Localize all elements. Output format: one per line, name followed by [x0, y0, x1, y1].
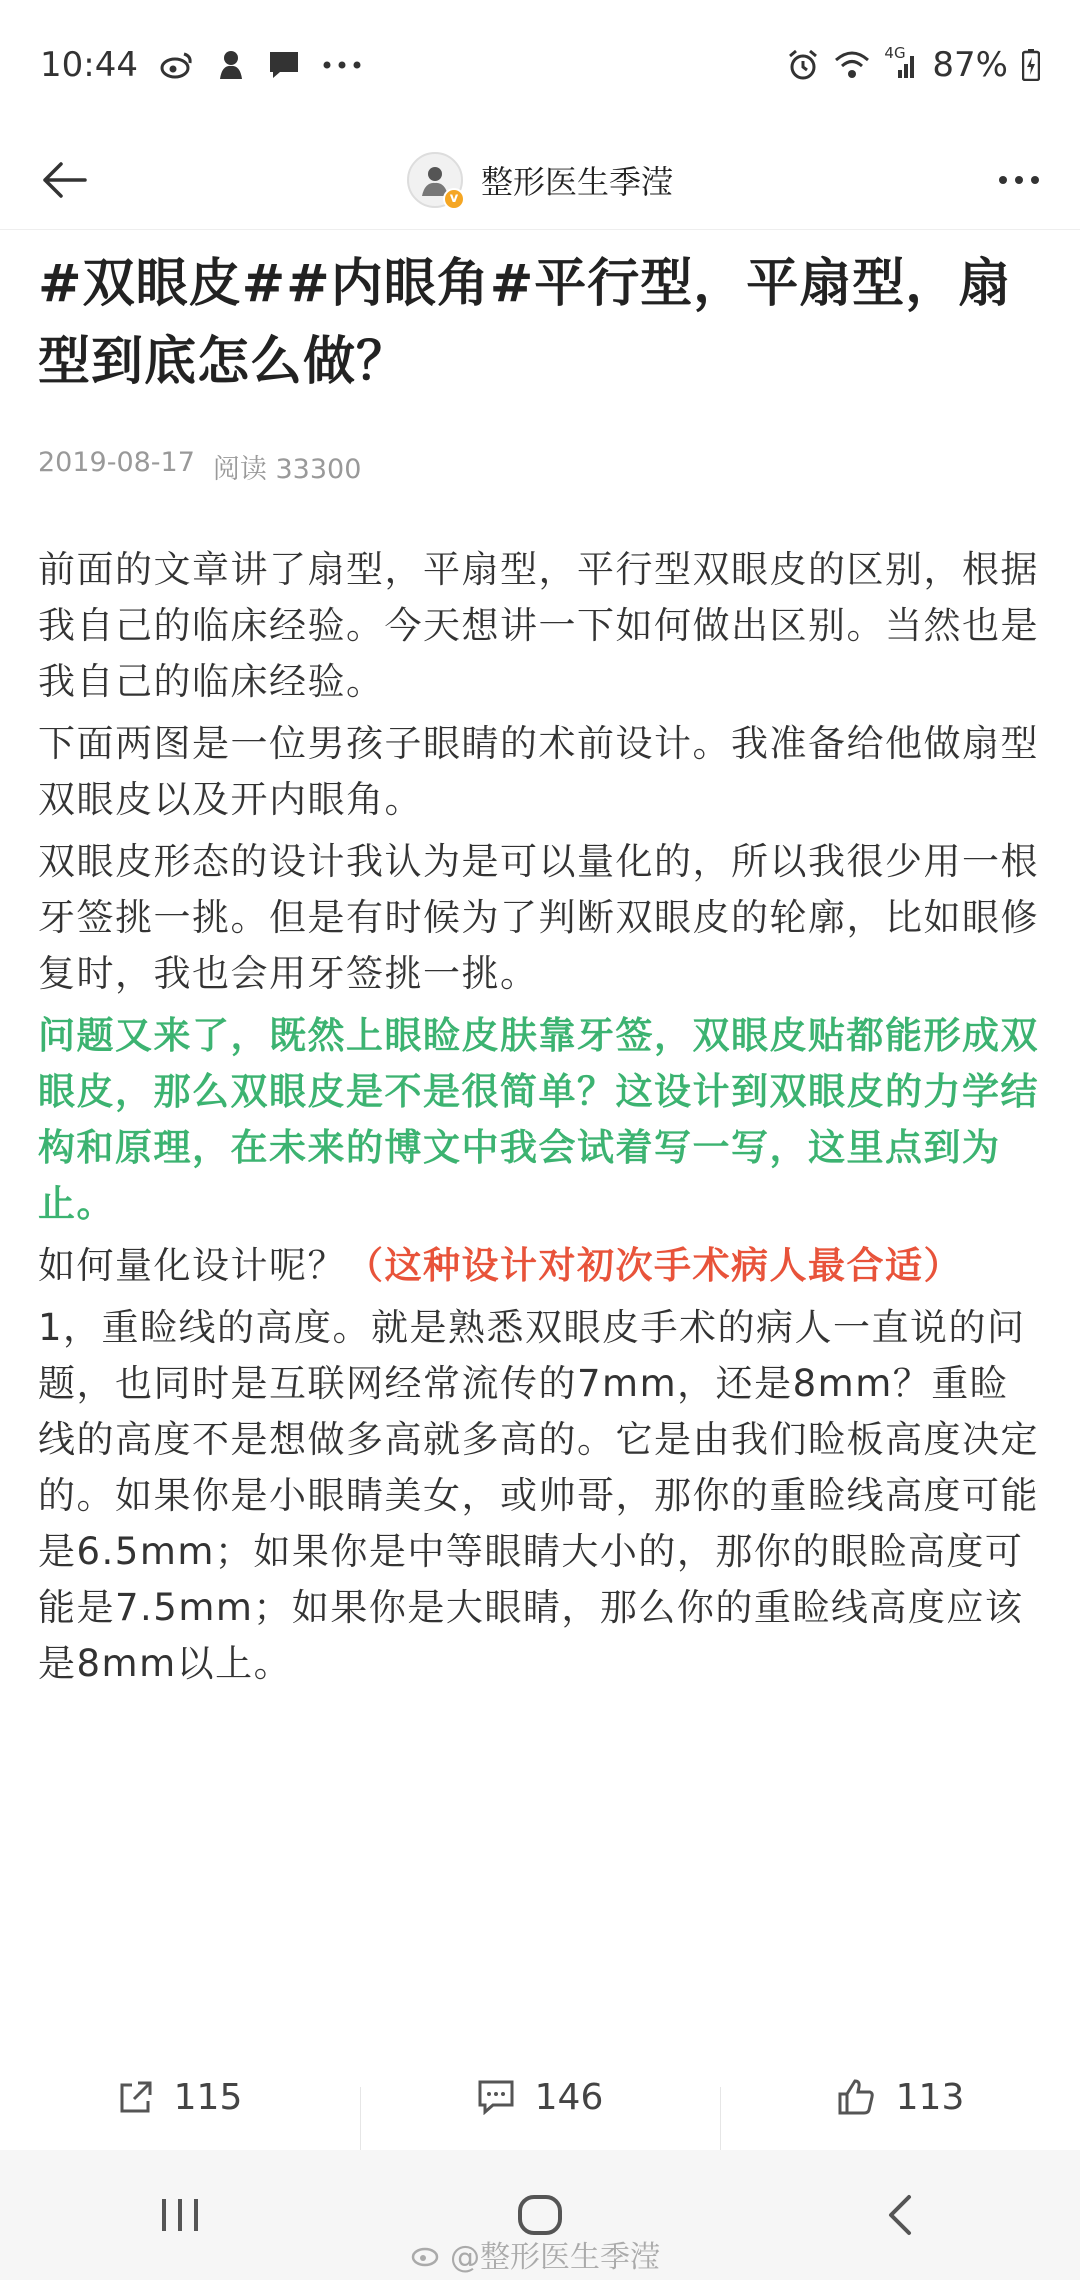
nav-bar — [0, 130, 1080, 230]
battery-charging-icon — [1022, 49, 1040, 81]
share-count: 115 — [173, 2076, 243, 2118]
more-notifications-icon — [322, 60, 362, 70]
comment-icon — [477, 2079, 515, 2115]
alarm-icon — [786, 48, 820, 82]
weibo-icon — [160, 50, 194, 80]
author-name[interactable]: 整形医生季滢 — [480, 162, 673, 201]
comment-count: 146 — [534, 2076, 604, 2118]
publish-date: 2019-08-17 — [38, 447, 195, 478]
share-icon — [118, 2079, 154, 2115]
thumbs-up-icon — [836, 2078, 876, 2116]
read-count: 阅读 33300 — [212, 454, 362, 485]
back-button[interactable] — [24, 140, 104, 220]
article-body — [38, 542, 1042, 1692]
article-title: #双眼皮##内眼角#平行型，平扇型，扇型到底怎么做？ — [38, 254, 1012, 392]
action-bar — [0, 2052, 1080, 2142]
avatar[interactable] — [407, 152, 463, 208]
highlight-paragraph: 问题又来了，既然上眼睑皮肤靠牙签，双眼皮贴都能形成双眼皮，那么双眼皮是不是很简单？这设计到双眼皮的力学结构和原理，在未来的博文中我会试着写一写，这里点到为止。 — [38, 1014, 1039, 1225]
recent-apps-icon — [158, 2195, 202, 2235]
like-count: 113 — [895, 2076, 965, 2118]
comment-button[interactable] — [360, 2077, 720, 2118]
verified-badge-icon: v — [443, 188, 465, 210]
network-type-label: 4G — [884, 44, 906, 62]
status-bar — [0, 0, 1080, 130]
more-options-button[interactable] — [984, 152, 1054, 208]
share-button[interactable] — [0, 2077, 360, 2118]
wifi-icon — [834, 50, 870, 80]
paragraph: 双眼皮形态的设计我认为是可以量化的，所以我很少用一根牙签挑一挑。但是有时候为了判断双眼皮的轮廓，比如眼修复时，我也会用牙签挑一挑。 — [38, 840, 1039, 995]
like-button[interactable] — [720, 2077, 1080, 2118]
paragraph: 1，重睑线的高度。就是熟悉双眼皮手术的病人一直说的问题，也同时是互联网经常流传的7mm，还是8mm？重睑线的高度不是想做多高就多高的。它是由我们睑板高度决定的。如果你是小眼睛美女，或帅哥，那你的重睑线高度可能是6.5mm；如果你是中等眼睛大小的，那你的眼睑高度可能是7.5mm；如果你是大眼睛，那么你的重睑线高度应该是8mm以上。 — [38, 1306, 1039, 1685]
recent-apps-button[interactable] — [120, 2165, 240, 2265]
signal-icon — [884, 44, 918, 80]
paragraph: 前面的文章讲了扇型，平扇型，平行型双眼皮的区别，根据我自己的临床经验。今天想讲一下如何做出区别。当然也是我自己的临床经验。 — [38, 548, 1039, 703]
quantify-note: （这种设计对初次手术病人最合适） — [346, 1244, 962, 1287]
clock: 10:44 — [40, 45, 138, 85]
watermark — [410, 2232, 660, 2276]
more-dot-icon — [1015, 176, 1023, 184]
chevron-left-icon — [885, 2193, 915, 2237]
author-header[interactable] — [104, 152, 976, 208]
weibo-watermark-icon — [410, 2240, 444, 2268]
more-dot-icon — [999, 176, 1007, 184]
arrow-left-icon — [39, 160, 89, 200]
home-icon — [516, 2193, 564, 2237]
paragraph: 下面两图是一位男孩子眼睛的术前设计。我准备给他做扇型双眼皮以及开内眼角。 — [38, 722, 1039, 821]
quantify-paragraph — [38, 1238, 1042, 1294]
article-meta — [38, 447, 1042, 486]
system-back-button[interactable] — [840, 2165, 960, 2265]
message-icon — [268, 50, 300, 80]
more-dot-icon — [1031, 176, 1039, 184]
app-notification-icon — [216, 49, 246, 81]
watermark-text: @整形医生季滢 — [450, 2240, 660, 2275]
battery-percent: 87% — [932, 45, 1008, 85]
article — [0, 245, 1080, 1698]
quantify-question: 如何量化设计呢？ — [38, 1244, 346, 1287]
